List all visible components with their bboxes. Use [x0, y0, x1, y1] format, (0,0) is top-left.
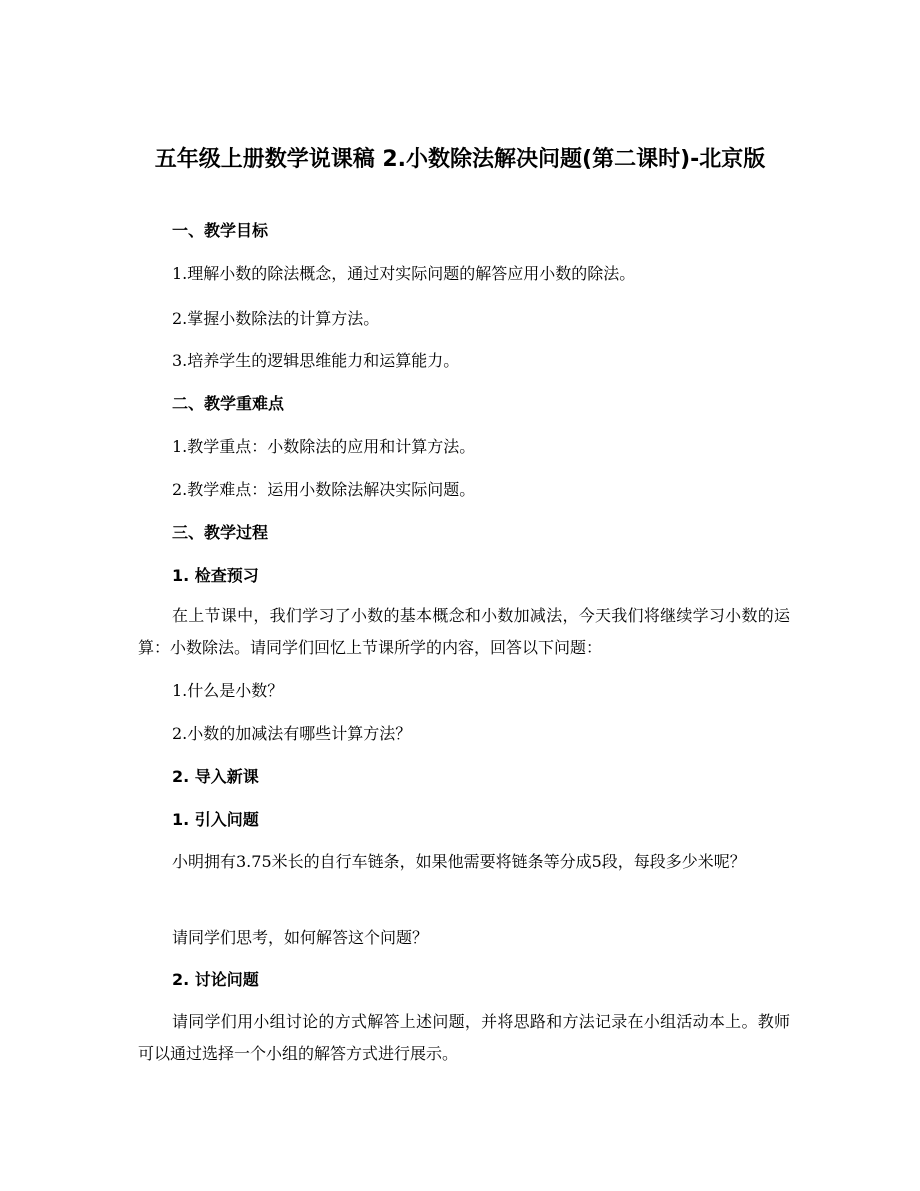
- key-point-item: 1.教学重点：小数除法的应用和计算方法。: [172, 437, 476, 456]
- objective-item: 2.掌握小数除法的计算方法。: [172, 309, 380, 328]
- section-heading-key-points: 二、教学重难点: [172, 394, 285, 413]
- objective-item: 3.培养学生的逻辑思维能力和运算能力。: [172, 351, 460, 370]
- review-question: 1.什么是小数？: [172, 681, 284, 700]
- subheading-discuss-problem: 2. 讨论问题: [172, 970, 259, 989]
- step-heading-new-lesson: 2. 导入新课: [172, 767, 259, 786]
- objective-item: 1.理解小数的除法概念，通过对实际问题的解答应用小数的除法。: [172, 264, 636, 283]
- problem-paragraph: 小明拥有3.75米长的自行车链条，如果他需要将链条等分成5段，每段多少米呢？: [172, 852, 746, 871]
- section-heading-objectives: 一、教学目标: [172, 221, 269, 240]
- section-heading-process: 三、教学过程: [172, 523, 269, 542]
- think-prompt: 请同学们思考，如何解答这个问题？: [172, 928, 429, 947]
- step-paragraph-preview: 在上节课中，我们学习了小数的基本概念和小数加减法，今天我们将继续学习小数的运算：小数除法。请同学们回忆上节课所学的内容，回答以下问题：: [138, 606, 790, 657]
- review-question: 2.小数的加减法有哪些计算方法？: [172, 724, 412, 743]
- discussion-paragraph: 请同学们用小组讨论的方式解答上述问题，并将思路和方法记录在小组活动本上。教师可以通过选择一个小组的解答方式进行展示。: [138, 1012, 790, 1063]
- step-heading-preview: 1. 检查预习: [172, 566, 259, 585]
- subheading-introduce-problem: 1. 引入问题: [172, 810, 259, 829]
- key-point-item: 2.教学难点：运用小数除法解决实际问题。: [172, 480, 476, 499]
- document-title: 五年级上册数学说课稿 2.小数除法解决问题(第二课时)-北京版: [154, 147, 766, 172]
